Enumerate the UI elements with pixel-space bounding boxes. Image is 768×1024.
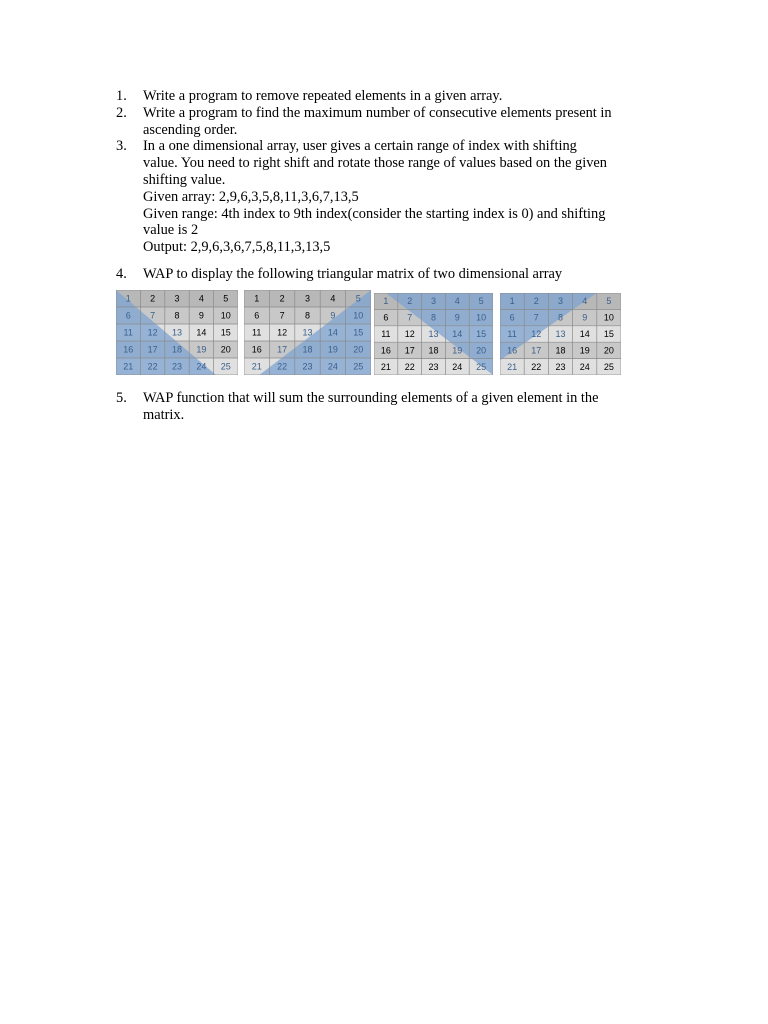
matrix-cell-value: 14 bbox=[579, 329, 590, 339]
matrix-cell-value: 23 bbox=[428, 361, 439, 372]
matrix-cell-value: 1 bbox=[383, 296, 389, 307]
matrix-cell-value: 10 bbox=[220, 310, 231, 321]
matrix-upper-right bbox=[374, 293, 493, 375]
given-range: value is 2 bbox=[143, 222, 199, 239]
question-number: 1. bbox=[116, 88, 127, 104]
matrix-cell-value: 9 bbox=[582, 312, 588, 323]
matrix-cell-value: 13 bbox=[302, 327, 313, 338]
matrix-cell-value: 5 bbox=[478, 296, 484, 307]
matrix-cell-value: 12 bbox=[404, 329, 415, 339]
matrix-cell-value: 17 bbox=[531, 345, 542, 356]
matrix-cell-value: 5 bbox=[355, 293, 361, 304]
matrix-cell-value: 22 bbox=[531, 361, 542, 372]
matrix-cell-value: 2 bbox=[407, 296, 413, 307]
matrix-cell-value: 4 bbox=[454, 296, 460, 307]
matrix-cell-value: 8 bbox=[304, 310, 311, 321]
question-list bbox=[116, 88, 656, 283]
matrix-cell-value: 22 bbox=[147, 361, 158, 372]
matrix-lower-left bbox=[116, 290, 238, 375]
matrix-cell-value: 6 bbox=[254, 310, 260, 321]
given-range: Given range: 4th index to 9th index(consider the starting index is 0) and shifting bbox=[143, 205, 606, 222]
matrix-cell-value: 20 bbox=[603, 345, 614, 356]
matrix-cell-value: 1 bbox=[125, 293, 131, 304]
matrix-cell-value: 23 bbox=[555, 361, 566, 372]
matrix-cell-value: 18 bbox=[302, 344, 313, 355]
matrix-cell-value: 7 bbox=[279, 310, 285, 321]
question-text: matrix. bbox=[143, 406, 185, 423]
question-text: shifting value. bbox=[143, 171, 226, 188]
matrix-cell-value: 17 bbox=[147, 344, 158, 355]
spacer bbox=[116, 256, 656, 266]
matrix-cell-value: 21 bbox=[123, 361, 134, 372]
matrix-cell-value: 24 bbox=[196, 361, 207, 372]
matrix-cell-value: 16 bbox=[251, 344, 262, 355]
matrix-cell-value: 12 bbox=[531, 329, 542, 339]
matrix-cell-value: 24 bbox=[579, 361, 590, 372]
matrix-cell-value: 19 bbox=[196, 344, 207, 355]
matrix-cell-value: 12 bbox=[277, 327, 288, 338]
matrix-cell-value: 14 bbox=[452, 329, 463, 339]
matrix-cell-value: 14 bbox=[327, 327, 338, 338]
matrix-cell-value: 19 bbox=[452, 345, 463, 356]
matrix-cell-value: 23 bbox=[171, 361, 183, 372]
matrix-cell-value: 3 bbox=[430, 296, 437, 307]
matrix-cell-value: 13 bbox=[428, 329, 439, 339]
matrix-cell-value: 4 bbox=[198, 293, 204, 304]
question-text: In a one dimensional array, user gives a certain range of index with shifting bbox=[143, 138, 577, 155]
matrix-cell-value: 20 bbox=[476, 345, 487, 356]
matrix-cell-value: 8 bbox=[557, 312, 564, 323]
question-number: 4. bbox=[116, 265, 127, 282]
matrix-cell-value: 20 bbox=[353, 344, 364, 355]
matrix-cell-value: 13 bbox=[171, 327, 183, 338]
matrix-cell-value: 1 bbox=[509, 296, 515, 307]
matrix-cell-value: 9 bbox=[198, 310, 204, 321]
matrix-cell-value: 22 bbox=[404, 361, 415, 372]
matrix-cell-value: 9 bbox=[330, 310, 336, 321]
matrix-cell-value: 18 bbox=[171, 344, 183, 355]
matrix-cell-value: 23 bbox=[302, 361, 313, 372]
matrix-cell-value: 11 bbox=[123, 327, 133, 338]
matrix-cell-value: 11 bbox=[507, 329, 517, 339]
matrix-cell-value: 19 bbox=[579, 345, 590, 356]
matrix-cell-value: 18 bbox=[555, 345, 566, 356]
matrix-cell-value: 21 bbox=[251, 361, 262, 372]
matrix-cell-value: 22 bbox=[277, 361, 288, 372]
question-text: WAP to display the following triangular matrix of two dimensional array bbox=[143, 265, 563, 282]
matrix-cell-value: 10 bbox=[603, 312, 614, 323]
matrix-cell-value: 11 bbox=[381, 329, 391, 339]
matrix-cell-value: 19 bbox=[327, 344, 338, 355]
matrix-cell-value: 8 bbox=[430, 312, 437, 323]
matrix-lower-right bbox=[244, 290, 371, 375]
matrix-cell-value: 20 bbox=[220, 344, 231, 355]
matrix-cell-value: 7 bbox=[150, 310, 156, 321]
matrix-cell-value: 10 bbox=[476, 312, 487, 323]
matrix-cell-value: 24 bbox=[452, 361, 463, 372]
matrix-cell-value: 4 bbox=[582, 296, 588, 307]
matrix-cell-value: 9 bbox=[454, 312, 460, 323]
matrix-cell-value: 4 bbox=[330, 293, 336, 304]
matrix-cell-value: 24 bbox=[327, 361, 338, 372]
question-number: 2. bbox=[116, 104, 127, 121]
matrix-cell-value: 16 bbox=[380, 345, 391, 356]
matrix-cell-value: 3 bbox=[174, 293, 180, 304]
question-text: Write a program to remove repeated elements in a given array. bbox=[143, 88, 503, 104]
matrix-cell-value: 14 bbox=[196, 327, 207, 338]
matrix-cell-value: 6 bbox=[125, 310, 131, 321]
matrix-cell-value: 1 bbox=[254, 293, 260, 304]
question-3 bbox=[116, 138, 656, 256]
question-list-continued bbox=[116, 390, 656, 424]
matrix-cell-value: 25 bbox=[603, 361, 614, 372]
matrix-cell-value: 11 bbox=[252, 327, 262, 338]
question-number: 5. bbox=[116, 390, 127, 406]
matrix-cell-value: 3 bbox=[304, 293, 311, 304]
question-text: ascending order. bbox=[143, 121, 238, 138]
matrix-cell-value: 2 bbox=[150, 293, 156, 304]
expected-output: Output: 2,9,6,3,6,7,5,8,11,3,13,5 bbox=[143, 239, 331, 256]
matrix-cell-value: 6 bbox=[383, 312, 389, 323]
question-text: Write a program to find the maximum number of consecutive elements present in bbox=[143, 104, 612, 121]
matrix-cell-value: 7 bbox=[407, 312, 413, 323]
matrix-cell-value: 10 bbox=[353, 310, 364, 321]
matrix-cell-value: 15 bbox=[220, 327, 231, 338]
matrix-cell-value: 2 bbox=[279, 293, 285, 304]
matrix-cell-value: 6 bbox=[509, 312, 515, 323]
matrix-cell-value: 25 bbox=[353, 361, 364, 372]
matrix-cell-value: 13 bbox=[555, 329, 566, 339]
matrix-cell-value: 21 bbox=[507, 361, 518, 372]
matrix-cell-value: 17 bbox=[404, 345, 415, 356]
question-5 bbox=[116, 390, 656, 424]
matrix-cell-value: 5 bbox=[606, 296, 612, 307]
matrix-cell-value: 16 bbox=[507, 345, 518, 356]
given-array: Given array: 2,9,6,3,5,8,11,3,6,7,13,5 bbox=[143, 188, 359, 205]
matrix-cell-value: 7 bbox=[533, 312, 539, 323]
matrix-cell-value: 25 bbox=[220, 361, 231, 372]
matrix-upper-left bbox=[500, 293, 621, 375]
question-text: WAP function that will sum the surrounding elements of a given element in the bbox=[143, 390, 599, 406]
matrix-cell-value: 5 bbox=[223, 293, 229, 304]
matrix-cell-value: 12 bbox=[147, 327, 158, 338]
matrix-cell-value: 8 bbox=[174, 310, 180, 321]
matrix-cell-value: 16 bbox=[123, 344, 134, 355]
matrix-cell-value: 17 bbox=[277, 344, 288, 355]
matrix-cell-value: 15 bbox=[353, 327, 364, 338]
matrix-cell-value: 2 bbox=[533, 296, 539, 307]
matrix-cell-value: 18 bbox=[428, 345, 439, 356]
matrix-cell-value: 21 bbox=[380, 361, 391, 372]
matrix-cell-value: 15 bbox=[603, 329, 614, 339]
question-number: 3. bbox=[116, 138, 127, 155]
question-text: value. You need to right shift and rotate those range of values based on the given bbox=[143, 155, 607, 172]
question-2 bbox=[116, 105, 656, 139]
triangular-matrices bbox=[116, 290, 626, 376]
matrix-cell-value: 15 bbox=[476, 329, 487, 339]
matrix-cell-value: 3 bbox=[557, 296, 564, 307]
question-4 bbox=[116, 266, 656, 283]
question-1 bbox=[116, 88, 656, 105]
matrix-cell-value: 25 bbox=[476, 361, 487, 372]
